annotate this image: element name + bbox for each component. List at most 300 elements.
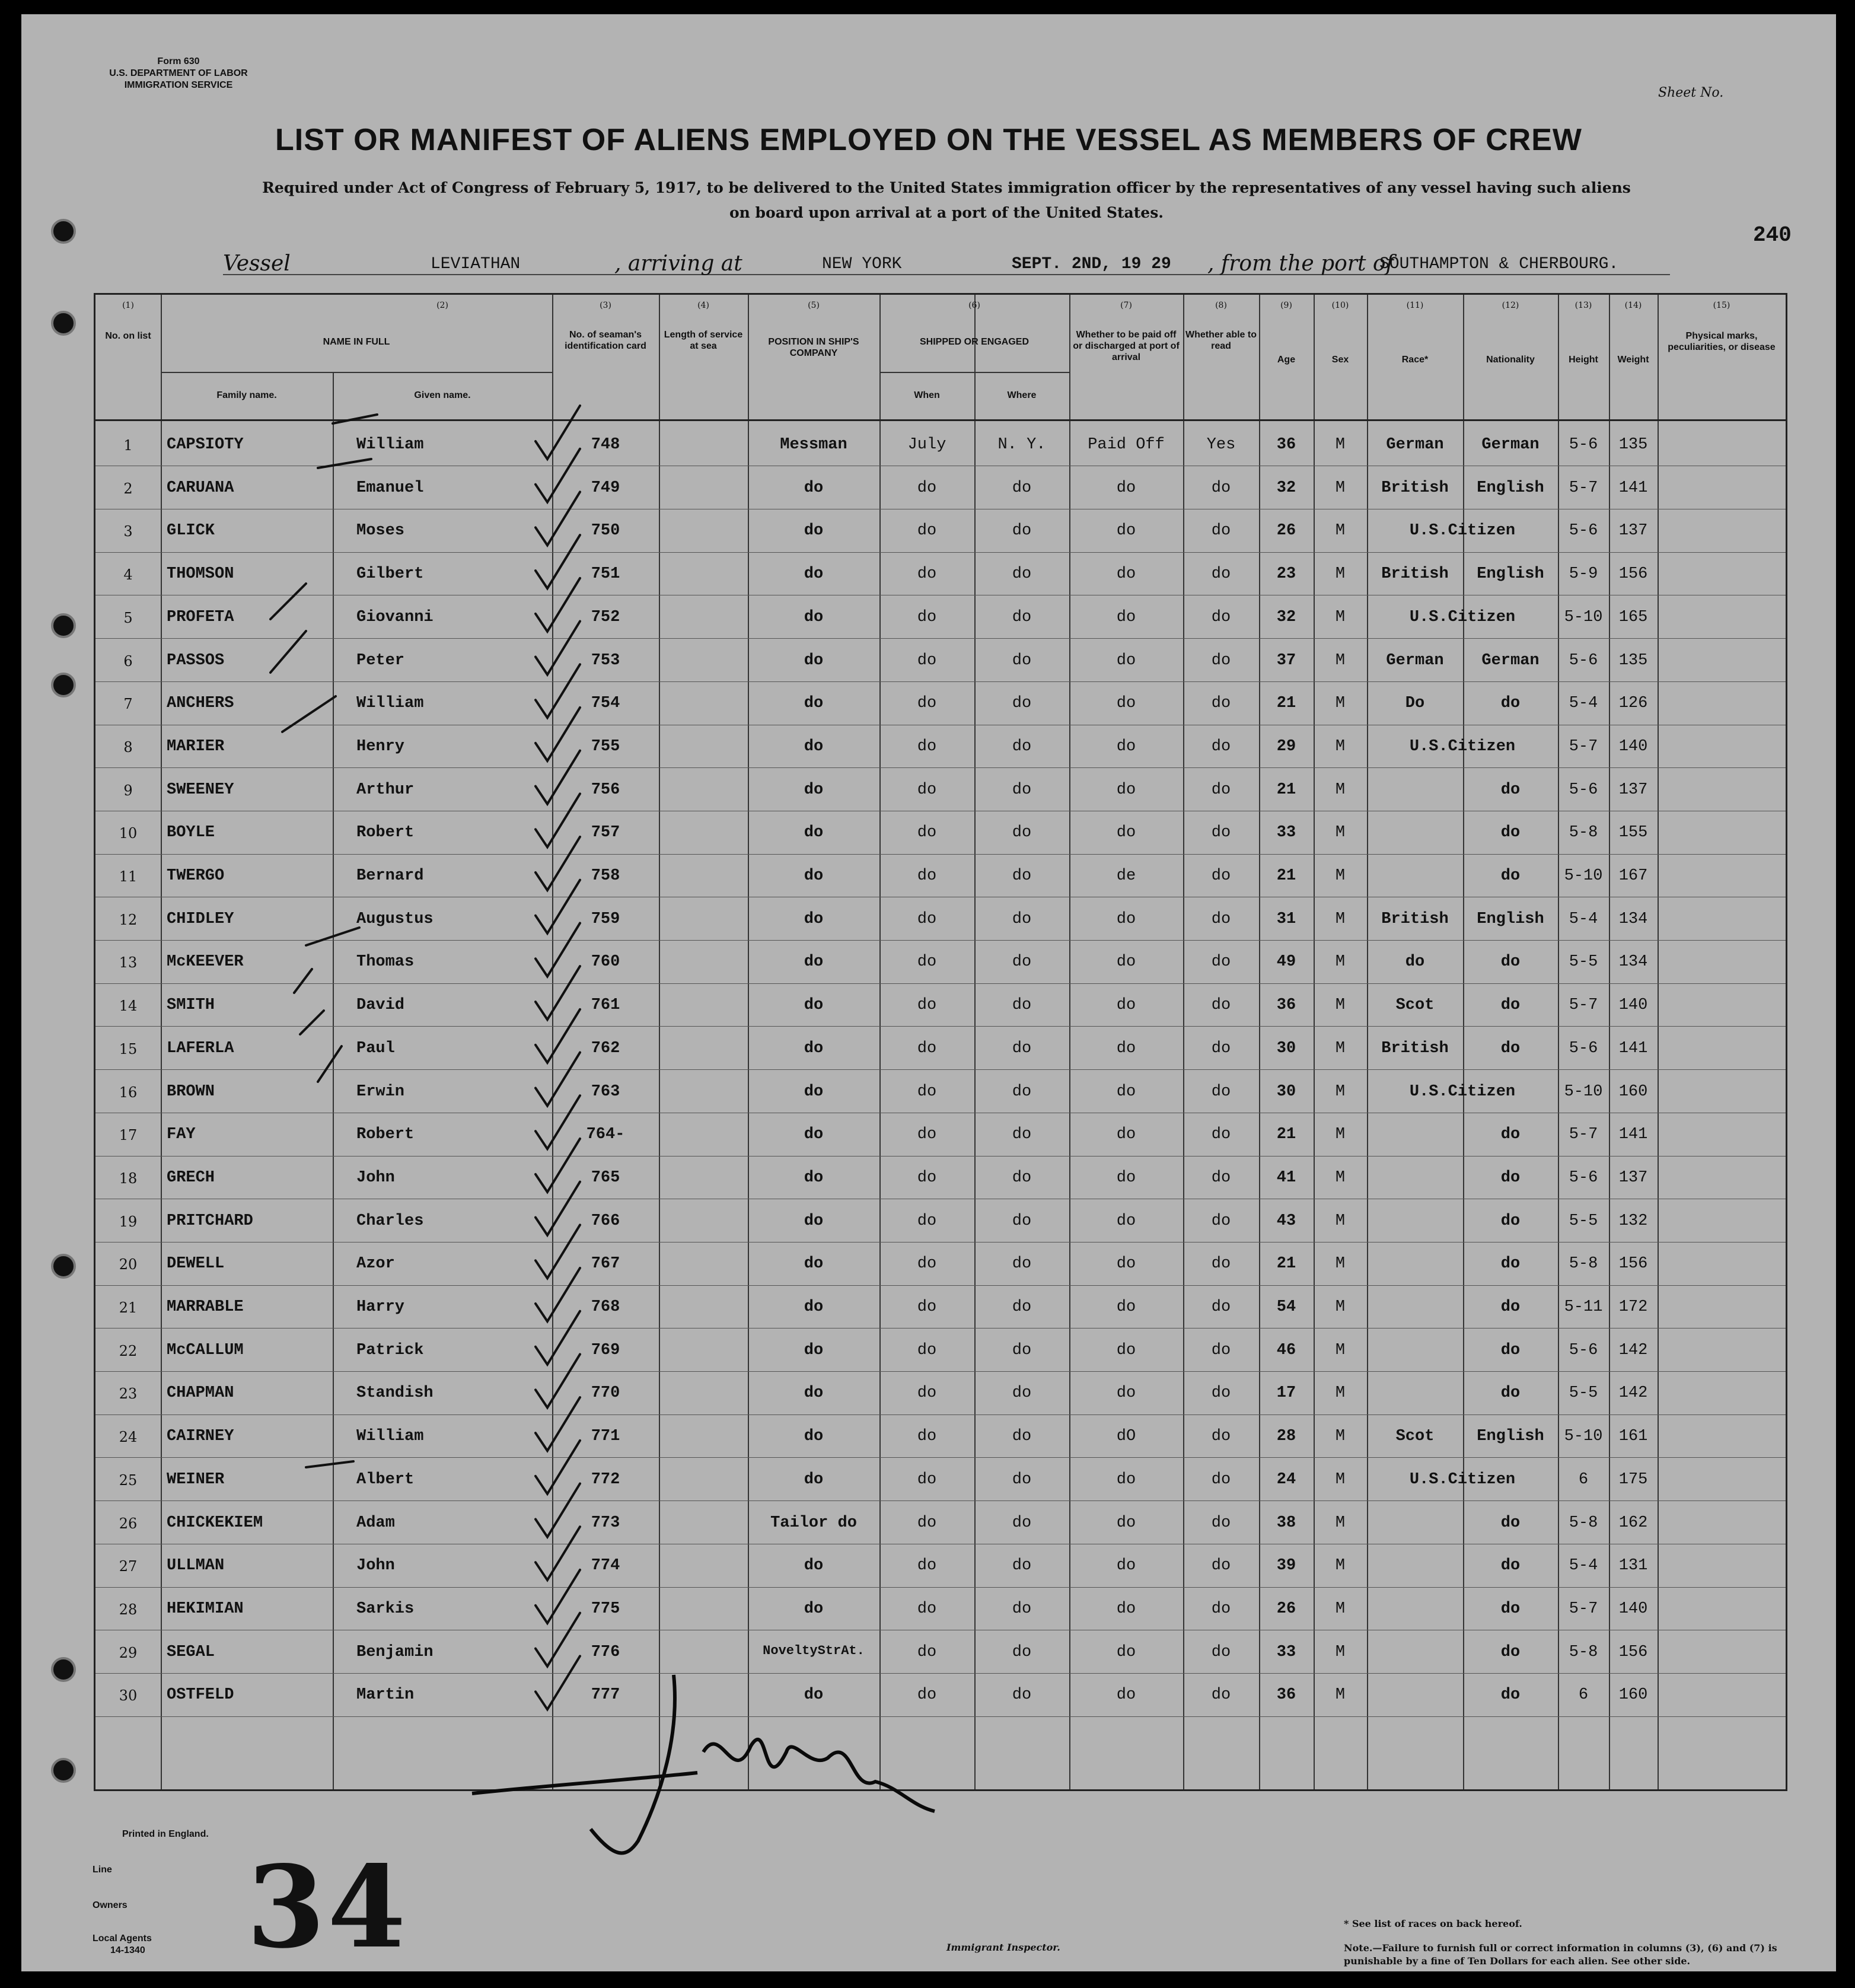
age: 54 [1276, 1298, 1296, 1316]
position: do [804, 479, 824, 497]
row-number: 13 [119, 954, 138, 971]
age: 21 [1276, 1255, 1296, 1273]
check-mark [536, 1613, 580, 1667]
shipped-when: do [917, 651, 937, 670]
height: 5-4 [1569, 910, 1598, 928]
weight: 137 [1618, 780, 1648, 799]
service-label: IMMIGRATION SERVICE [124, 80, 233, 90]
given-name: Peter [356, 651, 405, 670]
owners-label: Owners [93, 1900, 128, 1910]
given-name: Martin [356, 1686, 415, 1705]
row-number: 22 [119, 1342, 138, 1359]
weight: 131 [1618, 1557, 1648, 1575]
family-name: WEINER [167, 1470, 225, 1489]
column-number: (4) [697, 301, 709, 310]
able-to-read: do [1211, 953, 1231, 971]
position: do [804, 608, 824, 626]
shipped-when: do [917, 780, 937, 799]
card-number: 752 [591, 608, 620, 626]
nationality: do [1500, 1557, 1521, 1575]
inspector-label: Immigrant Inspector. [946, 1942, 1060, 1953]
check-mark [536, 1570, 580, 1623]
given-name: William [356, 436, 424, 454]
nationality: English [1477, 1428, 1544, 1446]
row-number: 23 [119, 1385, 138, 1403]
sex: M [1335, 1686, 1346, 1705]
handwritten-marks [21, 14, 1836, 1971]
sex: M [1335, 737, 1346, 756]
family-name: TWERGO [167, 867, 225, 885]
weight: 162 [1618, 1514, 1648, 1532]
position: do [804, 565, 824, 584]
able-to-read: do [1211, 1126, 1231, 1144]
card-number: 753 [591, 651, 620, 670]
weight: 134 [1618, 910, 1648, 928]
race: Scot [1395, 1428, 1435, 1446]
position: do [804, 1384, 824, 1403]
family-name: MARRABLE [167, 1298, 244, 1316]
given-name: Emanuel [356, 479, 424, 497]
header-nationality: Nationality [1486, 355, 1535, 365]
able-to-read: do [1211, 1643, 1231, 1661]
row-number: 30 [119, 1687, 138, 1705]
age: 39 [1276, 1557, 1296, 1575]
card-number: 768 [591, 1298, 620, 1316]
height: 5-11 [1564, 1298, 1603, 1316]
given-name: Bernard [356, 867, 424, 885]
header-weight: Weight [1617, 355, 1649, 365]
check-mark [306, 1461, 353, 1467]
race: German [1386, 436, 1444, 454]
shipped-when: do [917, 910, 937, 928]
paid-off: do [1116, 608, 1136, 626]
row-number: 20 [119, 1256, 138, 1273]
arriving-label: , arriving at [614, 251, 742, 276]
able-to-read: do [1211, 1428, 1231, 1446]
sex: M [1335, 1126, 1346, 1144]
height: 5-4 [1569, 1557, 1598, 1575]
row-number: 28 [119, 1601, 138, 1618]
punch-hole [51, 673, 76, 697]
shipped-where: do [1012, 565, 1032, 584]
age: 26 [1276, 1600, 1296, 1618]
height: 5-5 [1569, 953, 1598, 971]
sex: M [1335, 436, 1346, 454]
race: British [1381, 565, 1449, 584]
check-mark [536, 1311, 580, 1365]
age: 21 [1276, 867, 1296, 885]
arrival-port: NEW YORK [822, 255, 902, 273]
sex: M [1335, 1384, 1346, 1403]
header-card: No. of seaman's identification card [565, 330, 646, 351]
row-number: 29 [119, 1644, 138, 1661]
given-name: David [356, 996, 405, 1015]
nationality: do [1500, 1212, 1521, 1230]
column-number: (13) [1574, 301, 1592, 310]
punch-hole [51, 311, 76, 336]
check-mark [536, 1139, 580, 1192]
nationality: English [1477, 565, 1544, 584]
card-number: 763 [591, 1082, 620, 1101]
check-mark [333, 415, 377, 423]
paid-off: do [1116, 1082, 1136, 1101]
paid-off: do [1116, 1298, 1136, 1316]
nationality: do [1500, 1168, 1521, 1187]
family-name: SEGAL [167, 1643, 215, 1661]
paid-off: dO [1116, 1428, 1136, 1446]
nationality: do [1500, 1255, 1521, 1273]
shipped-when: do [917, 1428, 937, 1446]
paid-off: do [1116, 1168, 1136, 1187]
check-mark [536, 708, 580, 761]
sex: M [1335, 1212, 1346, 1230]
header-position: POSITION IN SHIP'S COMPANY [768, 337, 859, 358]
height: 5-6 [1569, 1168, 1598, 1187]
family-name: PASSOS [167, 651, 225, 670]
weight: 132 [1618, 1212, 1648, 1230]
stamp-number: 34 [247, 1841, 409, 1971]
check-mark [536, 1527, 580, 1580]
nationality: do [1500, 1514, 1521, 1532]
family-name: McCALLUM [167, 1341, 244, 1359]
column-number: (7) [1120, 301, 1132, 310]
able-to-read: do [1211, 651, 1231, 670]
paid-off: do [1116, 1643, 1136, 1661]
height: 5-8 [1569, 1643, 1598, 1661]
shipped-where: do [1012, 1298, 1032, 1316]
family-name: CAIRNEY [167, 1428, 234, 1446]
check-mark [270, 584, 306, 619]
check-mark [536, 449, 580, 502]
header-shipped: SHIPPED OR ENGAGED [919, 337, 1030, 347]
check-mark [306, 928, 359, 945]
height: 5-8 [1569, 824, 1598, 842]
vessel-name: LEVIATHAN [431, 255, 521, 273]
nationality: do [1500, 1341, 1521, 1359]
sex: M [1335, 1341, 1346, 1359]
sex: M [1335, 1470, 1346, 1489]
family-name: LAFERLA [167, 1039, 234, 1057]
row-number: 1 [123, 437, 133, 454]
shipped-where: do [1012, 1557, 1032, 1575]
age: 31 [1276, 910, 1296, 928]
shipped-where: do [1012, 1126, 1032, 1144]
paid-off: do [1116, 1557, 1136, 1575]
row-number: 25 [119, 1471, 138, 1489]
age: 43 [1276, 1212, 1296, 1230]
column-number: (15) [1713, 301, 1730, 310]
height: 6 [1578, 1686, 1589, 1705]
shipped-where: do [1012, 1514, 1032, 1532]
family-name: GLICK [167, 522, 215, 540]
family-name: CHAPMAN [167, 1384, 234, 1403]
nationality: U.S.Citizen [1409, 737, 1516, 756]
printed-note: Printed in England. [122, 1829, 209, 1839]
card-number: 754 [591, 694, 620, 713]
age: 33 [1276, 1643, 1296, 1661]
height: 5-6 [1569, 1341, 1598, 1359]
card-number: 762 [591, 1039, 620, 1057]
family-name: CAPSIOTY [167, 436, 244, 454]
sex: M [1335, 780, 1346, 799]
check-mark [294, 969, 312, 993]
weight: 140 [1618, 737, 1648, 756]
nationality: U.S.Citizen [1409, 522, 1516, 540]
line-label: Line [93, 1865, 112, 1875]
check-mark [536, 1268, 580, 1321]
position: do [804, 694, 824, 713]
age: 24 [1276, 1470, 1296, 1489]
position: do [804, 1126, 824, 1144]
row-number: 4 [123, 566, 133, 584]
card-number: 764- [586, 1126, 625, 1144]
height: 5-9 [1569, 565, 1598, 584]
shipped-where: do [1012, 1082, 1032, 1101]
shipped-when: do [917, 1600, 937, 1618]
paid-off: do [1116, 565, 1136, 584]
able-to-read: do [1211, 824, 1231, 842]
shipped-when: do [917, 565, 937, 584]
family-name: GRECH [167, 1168, 215, 1187]
card-number: 773 [591, 1514, 620, 1532]
header-where: Where [1007, 390, 1037, 400]
position: do [804, 867, 824, 885]
check-mark [270, 631, 306, 673]
paid-off: do [1116, 737, 1136, 756]
given-name: Moses [356, 522, 405, 540]
given-name: John [356, 1168, 395, 1187]
nationality: U.S.Citizen [1409, 608, 1516, 626]
given-name: Paul [356, 1039, 395, 1057]
shipped-where: do [1012, 1341, 1032, 1359]
shipped-when: do [917, 1686, 937, 1705]
races-note: * See list of races on back hereof. [1344, 1918, 1522, 1929]
column-number: (6) [968, 301, 980, 310]
nationality: do [1500, 1039, 1521, 1057]
shipped-when: do [917, 1168, 937, 1187]
nationality: do [1500, 1643, 1521, 1661]
family-name: BROWN [167, 1082, 215, 1101]
check-mark [536, 1484, 580, 1537]
row-number: 8 [123, 738, 133, 756]
given-name: Harry [356, 1298, 405, 1316]
given-name: Arthur [356, 780, 415, 799]
able-to-read: do [1211, 867, 1231, 885]
shipped-where: do [1012, 780, 1032, 799]
age: 32 [1276, 608, 1296, 626]
weight: 141 [1618, 479, 1648, 497]
position: do [804, 1557, 824, 1575]
family-name: BOYLE [167, 824, 215, 842]
paid-off: do [1116, 651, 1136, 670]
weight: 137 [1618, 1168, 1648, 1187]
punch-hole [51, 1657, 76, 1682]
position: do [804, 1039, 824, 1057]
weight: 156 [1618, 1643, 1648, 1661]
weight: 175 [1618, 1470, 1648, 1489]
check-mark [536, 578, 580, 632]
weight: 160 [1618, 1082, 1648, 1101]
card-number: 767 [591, 1255, 620, 1273]
paid-off: do [1116, 1341, 1136, 1359]
height: 5-8 [1569, 1514, 1598, 1532]
height: 5-10 [1564, 1428, 1603, 1446]
paid-off: do [1116, 694, 1136, 713]
family-name: ANCHERS [167, 694, 234, 713]
race: do [1405, 953, 1425, 971]
sex: M [1335, 1082, 1346, 1101]
column-number: (14) [1624, 301, 1642, 310]
given-name: William [356, 694, 424, 713]
card-number: 759 [591, 910, 620, 928]
check-mark [536, 406, 580, 459]
shipped-where: do [1012, 824, 1032, 842]
able-to-read: do [1211, 1298, 1231, 1316]
shipped-when: do [917, 1212, 937, 1230]
weight: 135 [1618, 436, 1648, 454]
given-name: Standish [356, 1384, 434, 1403]
sex: M [1335, 479, 1346, 497]
race: German [1386, 651, 1444, 670]
family-name: SMITH [167, 996, 215, 1015]
age: 49 [1276, 953, 1296, 971]
paid-off: do [1116, 910, 1136, 928]
row-number: 24 [119, 1429, 138, 1446]
column-number: (3) [600, 301, 611, 310]
paid-off: de [1116, 867, 1136, 885]
shipped-when: do [917, 996, 937, 1015]
position: do [804, 1341, 824, 1359]
age: 21 [1276, 780, 1296, 799]
position: do [804, 522, 824, 540]
check-mark [300, 1011, 324, 1034]
shipped-when: do [917, 694, 937, 713]
able-to-read: do [1211, 1168, 1231, 1187]
shipped-where: do [1012, 996, 1032, 1015]
row-number: 18 [119, 1170, 138, 1187]
family-name: MARIER [167, 737, 225, 756]
card-number: 774 [591, 1557, 620, 1575]
age: 29 [1276, 737, 1296, 756]
card-number: 757 [591, 824, 620, 842]
paid-off: do [1116, 1126, 1136, 1144]
shipped-where: N. Y. [997, 436, 1046, 454]
sex: M [1335, 694, 1346, 713]
height: 5-7 [1569, 1126, 1598, 1144]
page-title: LIST OR MANIFEST OF ALIENS EMPLOYED ON THE VESSEL AS MEMBERS OF CREW [275, 123, 1582, 157]
family-name: DEWELL [167, 1255, 225, 1273]
given-name: Henry [356, 737, 405, 756]
weight: 142 [1618, 1341, 1648, 1359]
header-age: Age [1277, 355, 1296, 365]
paid-off: do [1116, 1255, 1136, 1273]
shipped-when: July [907, 436, 946, 454]
paid-off: Paid Off [1088, 436, 1165, 454]
height: 5-5 [1569, 1384, 1598, 1403]
weight: 155 [1618, 824, 1648, 842]
card-number: 765 [591, 1168, 620, 1187]
check-mark [536, 751, 580, 804]
nationality: English [1477, 479, 1544, 497]
column-number: (1) [122, 301, 134, 310]
row-number: 6 [123, 652, 133, 670]
able-to-read: do [1211, 1212, 1231, 1230]
age: 33 [1276, 824, 1296, 842]
given-name: Patrick [356, 1341, 424, 1359]
able-to-read: do [1211, 522, 1231, 540]
race: British [1381, 910, 1449, 928]
able-to-read: Yes [1206, 436, 1236, 454]
check-mark [536, 880, 580, 934]
able-to-read: do [1211, 780, 1231, 799]
manifest-sheet [21, 14, 1836, 1971]
weight: 134 [1618, 953, 1648, 971]
height: 6 [1578, 1470, 1589, 1489]
row-number: 9 [123, 782, 133, 799]
check-mark [536, 492, 580, 545]
position: Tailor do [770, 1514, 857, 1532]
card-number: 766 [591, 1212, 620, 1230]
card-number: 771 [591, 1428, 620, 1446]
sex: M [1335, 824, 1346, 842]
form-code: 14-1340 [110, 1945, 145, 1955]
family-name: ULLMAN [167, 1557, 225, 1575]
check-mark [536, 1225, 580, 1278]
shipped-when: do [917, 522, 937, 540]
given-name: Robert [356, 1126, 415, 1144]
card-number: 776 [591, 1643, 620, 1661]
card-number: 756 [591, 780, 620, 799]
age: 36 [1276, 1686, 1296, 1705]
sheet-number-label: Sheet No. [1658, 85, 1724, 100]
able-to-read: do [1211, 694, 1231, 713]
card-number: 760 [591, 953, 620, 971]
family-name: CHICKEKIEM [167, 1514, 263, 1532]
shipped-where: do [1012, 1686, 1032, 1705]
given-name: Albert [356, 1470, 415, 1489]
check-mark [536, 923, 580, 976]
shipped-where: do [1012, 1384, 1032, 1403]
check-mark [536, 794, 580, 847]
position: do [804, 1168, 824, 1187]
check-mark [536, 1095, 580, 1149]
check-mark [536, 622, 580, 675]
position: do [804, 651, 824, 670]
height: 5-4 [1569, 694, 1598, 713]
nationality: do [1500, 1686, 1521, 1705]
row-number: 11 [119, 868, 138, 885]
punch-hole [51, 1758, 76, 1783]
subtitle-line-1: Required under Act of Congress of February 5, 1917, to be delivered to the United States immigration officer by the representatives of any vessel having such aliens [262, 179, 1631, 196]
age: 28 [1276, 1428, 1296, 1446]
shipped-when: do [917, 1557, 937, 1575]
from-port: SOUTHAMPTON & CHERBOURG. [1379, 255, 1619, 273]
sex: M [1335, 1298, 1346, 1316]
shipped-where: do [1012, 953, 1032, 971]
race: Do [1405, 694, 1425, 713]
sex: M [1335, 953, 1346, 971]
given-name: Augustus [356, 910, 434, 928]
age: 32 [1276, 479, 1296, 497]
paid-off: do [1116, 522, 1136, 540]
sex: M [1335, 910, 1346, 928]
weight: 156 [1618, 1255, 1648, 1273]
card-number: 749 [591, 479, 620, 497]
weight: 161 [1618, 1428, 1648, 1446]
given-name: Adam [356, 1514, 395, 1532]
check-mark [318, 459, 371, 468]
arrival-date: SEPT. 2ND, 19 29 [1012, 255, 1171, 273]
